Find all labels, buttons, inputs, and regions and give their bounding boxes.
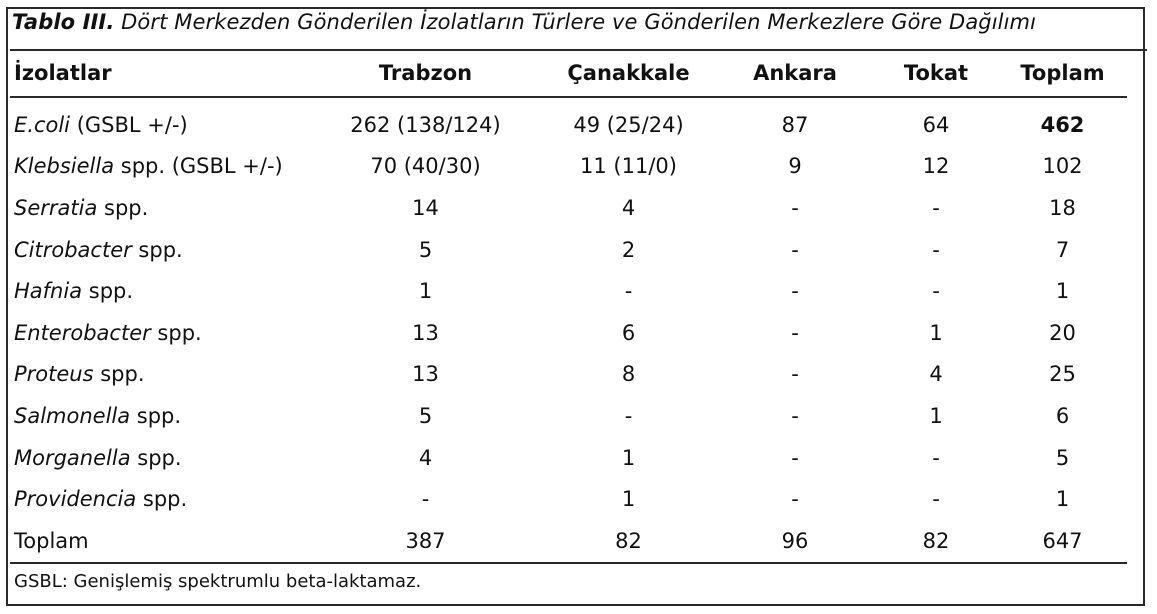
- table-row: [10, 146, 1127, 188]
- ankara-cell: -: [791, 362, 799, 387]
- isolate-name: Proteus: [14, 362, 94, 387]
- isolate-name-cell: [10, 97, 310, 146]
- trabzon-cell: 13: [412, 362, 439, 387]
- tokat-total: 82: [922, 528, 950, 553]
- isolate-suffix: spp.: [131, 237, 183, 262]
- isolate-name-cell: [10, 395, 310, 437]
- canakkale-cell: 11 (11/0): [580, 154, 677, 179]
- ankara-cell: -: [791, 445, 799, 470]
- tokat-cell: 64: [922, 112, 950, 137]
- trabzon-cell: 5: [418, 237, 433, 262]
- caption-lead: Tablo III.: [12, 10, 115, 34]
- isolate-name-cell: [10, 229, 310, 271]
- isolate-suffix: spp.: [150, 320, 202, 345]
- isolate-suffix: spp. (GSBL +/-): [114, 154, 283, 179]
- ankara-cell: -: [791, 195, 799, 220]
- canakkale-cell: 2: [621, 237, 636, 262]
- header-tokat: Tokat: [903, 61, 969, 85]
- trabzon-cell: 5: [418, 403, 433, 428]
- table-row: [10, 97, 1127, 146]
- ankara-cell: 9: [788, 154, 802, 179]
- canakkale-cell: 49 (25/24): [573, 112, 684, 137]
- header-row: [10, 50, 1127, 97]
- total-cell: 462: [1040, 112, 1085, 137]
- isolate-suffix: spp.: [93, 362, 145, 387]
- total-row: [10, 520, 1127, 563]
- table-row: [10, 229, 1127, 271]
- total-row-label: Toplam: [14, 528, 89, 553]
- canakkale-cell: 6: [621, 320, 636, 345]
- isolate-name-cell: [10, 146, 310, 188]
- tokat-cell: -: [932, 195, 940, 220]
- ankara-cell: -: [791, 279, 799, 304]
- isolate-name: Hafnia: [14, 279, 83, 304]
- canakkale-cell: 1: [621, 487, 636, 512]
- isolate-suffix: spp.: [82, 279, 134, 304]
- isolate-name-cell: [10, 354, 310, 396]
- isolate-name: Providencia: [14, 487, 137, 512]
- total-cell: 7: [1055, 237, 1070, 262]
- total-cell: 25: [1049, 362, 1076, 387]
- trabzon-cell: -: [421, 487, 430, 512]
- isolate-name: Serratia: [14, 195, 98, 220]
- isolate-suffix: spp.: [97, 195, 149, 220]
- trabzon-total: 387: [405, 528, 446, 553]
- isolate-name: Morganella: [14, 445, 131, 470]
- table-row: [10, 478, 1127, 520]
- tokat-cell: -: [932, 237, 940, 262]
- ankara-cell: -: [791, 403, 799, 428]
- isolate-name-cell: [10, 187, 310, 229]
- table-caption: [12, 10, 1036, 34]
- trabzon-cell: 13: [412, 320, 439, 345]
- total-cell: 20: [1049, 320, 1076, 345]
- isolate-name: Salmonella: [14, 403, 131, 428]
- tokat-cell: 1: [929, 403, 943, 428]
- tokat-cell: -: [932, 445, 940, 470]
- tokat-cell: -: [932, 487, 940, 512]
- canakkale-cell: -: [624, 403, 633, 428]
- trabzon-cell: 262 (138/124): [350, 112, 501, 137]
- header-total: Toplam: [1020, 61, 1105, 85]
- header-ankara: Ankara: [753, 61, 837, 85]
- table-row: [10, 312, 1127, 354]
- total-cell: 1: [1055, 487, 1070, 512]
- tokat-cell: 4: [929, 362, 943, 387]
- isolate-suffix: spp.: [130, 445, 182, 470]
- canakkale-cell: 4: [621, 195, 636, 220]
- ankara-cell: -: [791, 320, 799, 345]
- ankara-cell: 87: [781, 112, 809, 137]
- isolate-name: E.coli: [14, 112, 71, 137]
- header-canakkale: Çanakkale: [567, 61, 690, 85]
- isolate-suffix: (GSBL +/-): [70, 112, 188, 137]
- isolate-name-cell: [10, 270, 310, 312]
- total-cell: 1: [1055, 279, 1070, 304]
- footnote-row: [10, 563, 1127, 600]
- isolate-suffix: spp.: [130, 403, 182, 428]
- table-row: [10, 437, 1127, 479]
- tokat-cell: 1: [929, 320, 943, 345]
- total-cell: 5: [1055, 445, 1070, 470]
- isolate-name: Citrobacter: [14, 237, 132, 262]
- tokat-cell: -: [932, 279, 940, 304]
- tokat-cell: 12: [922, 154, 950, 179]
- table-row: [10, 395, 1127, 437]
- canakkale-cell: 8: [621, 362, 636, 387]
- footnote: GSBL: Genişlemiş spektrumlu beta-laktamaz.: [14, 571, 422, 593]
- trabzon-cell: 70 (40/30): [370, 154, 481, 179]
- canakkale-cell: 1: [621, 445, 636, 470]
- grand-total: 647: [1042, 528, 1083, 553]
- isolate-name-cell: [10, 312, 310, 354]
- total-cell: 6: [1055, 403, 1070, 428]
- ankara-cell: -: [791, 237, 799, 262]
- ankara-cell: -: [791, 487, 799, 512]
- isolate-name: Enterobacter: [14, 320, 151, 345]
- total-cell: 102: [1042, 154, 1083, 179]
- isolate-name-cell: [10, 478, 310, 520]
- canakkale-cell: -: [624, 279, 633, 304]
- table-row: [10, 270, 1127, 312]
- isolate-suffix: spp.: [136, 487, 188, 512]
- total-cell: 18: [1049, 195, 1076, 220]
- table-row: [10, 187, 1127, 229]
- canakkale-total: 82: [615, 528, 642, 553]
- header-isolates: İzolatlar: [14, 61, 112, 85]
- ankara-total: 96: [781, 528, 809, 553]
- trabzon-cell: 1: [418, 279, 433, 304]
- header-trabzon: Trabzon: [378, 61, 473, 85]
- trabzon-cell: 4: [418, 445, 433, 470]
- table-row: [10, 354, 1127, 396]
- trabzon-cell: 14: [412, 195, 439, 220]
- caption-title: Dört Merkezden Gönderilen İzolatların Türlere ve Gönderilen Merkezlere Göre Dağılımı: [114, 10, 1037, 34]
- isolate-name-cell: [10, 437, 310, 479]
- isolate-table: [10, 50, 1127, 600]
- isolate-name: Klebsiella: [14, 154, 115, 179]
